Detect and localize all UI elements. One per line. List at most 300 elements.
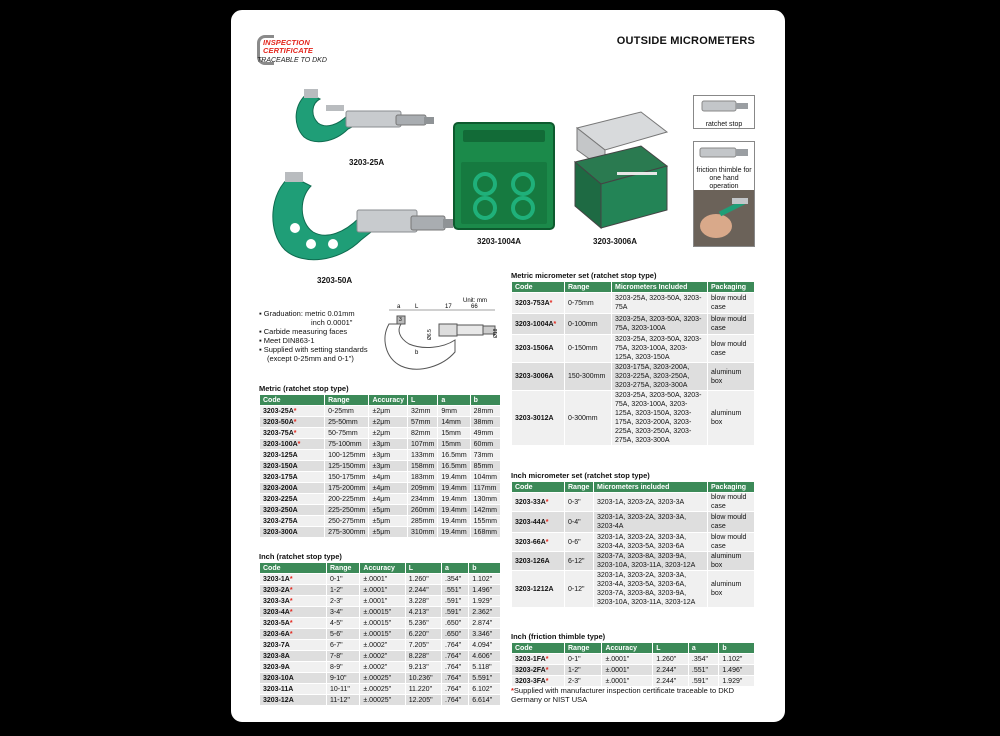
- table-cell: 6.220": [405, 629, 441, 640]
- code-text: 3203-1004A: [515, 320, 554, 328]
- table-cell: blow mould case: [708, 512, 755, 533]
- code-text: 3203-300A: [263, 528, 298, 536]
- table-cell: 1-2": [327, 585, 360, 596]
- table-cell: 200-225mm: [325, 494, 369, 505]
- code-text: 3203-3A: [263, 597, 290, 605]
- col-header: Micrometers included: [594, 482, 708, 493]
- table-cell: 2.244": [405, 585, 441, 596]
- col-header: L: [653, 643, 689, 654]
- table-cell: ±.00025": [360, 684, 405, 695]
- table-cell: 209mm: [408, 483, 438, 494]
- asterisk-icon: *: [293, 418, 297, 426]
- asterisk-icon: *: [545, 666, 549, 674]
- code-text: 3203-1212A: [515, 585, 554, 593]
- code-text: 3203-1A: [263, 575, 290, 583]
- table-cell: ±3μm: [369, 439, 408, 450]
- table-cell: ±5μm: [369, 527, 408, 538]
- code-cell: [260, 596, 327, 607]
- code-cell: [512, 363, 565, 391]
- table-cell: .764": [442, 651, 469, 662]
- table-cell: ±4μm: [369, 472, 408, 483]
- table-cell: .650": [442, 629, 469, 640]
- table-cell: 7-8": [327, 651, 360, 662]
- table-cell: 0-1": [327, 574, 360, 585]
- table-cell: .764": [442, 695, 469, 706]
- feature-item: ▪ Supplied with setting standards: [259, 345, 368, 354]
- table-row: [260, 527, 501, 538]
- table-cell: aluminum box: [708, 363, 755, 391]
- footnote: [511, 686, 751, 704]
- col-header: Range: [565, 643, 602, 654]
- inch-set-table: [511, 481, 755, 608]
- table-cell: 3.346": [469, 629, 501, 640]
- table-cell: 130mm: [470, 494, 500, 505]
- table-cell: 0-75mm: [565, 293, 612, 314]
- table-row: [260, 684, 501, 695]
- table-row: [260, 695, 501, 706]
- asterisk-icon: *: [289, 619, 293, 627]
- table-cell: 8.228": [405, 651, 441, 662]
- table-cell: ±4μm: [369, 483, 408, 494]
- table-cell: .591": [442, 607, 469, 618]
- table-cell: 3203-1A, 3203-2A, 3203-3A: [594, 493, 708, 512]
- asterisk-icon: *: [293, 407, 297, 415]
- table-cell: 3203-1A, 3203-2A, 3203-3A, 3203-4A, 3203-5A, 3203-6A: [594, 533, 708, 552]
- col-header: Code: [512, 282, 565, 293]
- code-text: 3203-66A: [515, 538, 546, 546]
- table-header-row: [512, 643, 755, 654]
- table-cell: 60mm: [470, 439, 500, 450]
- code-text: 3203-8A: [263, 652, 290, 660]
- table-row: [260, 472, 501, 483]
- table-cell: 175-200mm: [325, 483, 369, 494]
- feature-item: ▪ Carbide measuring faces: [259, 327, 348, 336]
- col-header: b: [470, 395, 500, 406]
- table-cell: 10.236": [405, 673, 441, 684]
- code-text: 3203-50A: [263, 418, 294, 426]
- table-cell: 150-300mm: [565, 363, 612, 391]
- col-header: a: [442, 563, 469, 574]
- code-cell: [260, 695, 327, 706]
- table-cell: 85mm: [470, 461, 500, 472]
- table-row: [260, 629, 501, 640]
- table-cell: 142mm: [470, 505, 500, 516]
- table-row: [260, 618, 501, 629]
- feature-list: [259, 309, 368, 363]
- code-text: 3203-2A: [263, 586, 290, 594]
- col-header: Code: [512, 482, 565, 493]
- table-cell: ±.0001": [360, 585, 405, 596]
- code-text: 3203-33A: [515, 498, 546, 506]
- code-cell: [512, 314, 565, 335]
- table-cell: aluminum box: [708, 552, 755, 571]
- table-cell: 310mm: [408, 527, 438, 538]
- dimension-diagram: [379, 294, 499, 374]
- code-cell: [260, 417, 325, 428]
- metric-table: [259, 394, 501, 538]
- code-text: 3203-125A: [263, 451, 298, 459]
- table-cell: ±5μm: [369, 505, 408, 516]
- feature-item: ▪ Graduation: metric 0.01mm: [259, 309, 355, 318]
- table-cell: 2.362": [469, 607, 501, 618]
- col-header: Packaging: [708, 482, 755, 493]
- table-cell: 285mm: [408, 516, 438, 527]
- table-row: [512, 512, 755, 533]
- code-text: 3203-3FA: [515, 677, 546, 685]
- asterisk-icon: *: [289, 630, 293, 638]
- code-cell: [260, 629, 327, 640]
- table-cell: 150-175mm: [325, 472, 369, 483]
- table-cell: 2-3": [327, 596, 360, 607]
- code-cell: [260, 585, 327, 596]
- table-cell: 82mm: [408, 428, 438, 439]
- table-row: [512, 654, 755, 665]
- table-cell: 5.591": [469, 673, 501, 684]
- table-cell: 4.606": [469, 651, 501, 662]
- table-row: [260, 450, 501, 461]
- table-row: [512, 493, 755, 512]
- table-header-row: [260, 563, 501, 574]
- table-cell: 2.244": [653, 665, 689, 676]
- code-cell: [512, 533, 565, 552]
- table-cell: .764": [442, 640, 469, 651]
- code-text: 3203-250A: [263, 506, 298, 514]
- logo-line-3: TRACEABLE TO DKD: [257, 57, 327, 64]
- table-cell: 19.4mm: [438, 505, 470, 516]
- table-cell: 250-275mm: [325, 516, 369, 527]
- table-cell: 158mm: [408, 461, 438, 472]
- code-cell: [512, 512, 565, 533]
- table-row: [260, 585, 501, 596]
- col-header: Accuracy: [369, 395, 408, 406]
- table-cell: 12.205": [405, 695, 441, 706]
- code-cell: [260, 662, 327, 673]
- table-row: [260, 607, 501, 618]
- asterisk-icon: *: [545, 655, 549, 663]
- table-cell: ±3μm: [369, 461, 408, 472]
- table-cell: ±.0001": [602, 665, 653, 676]
- caption-3203-3006a: 3203-3006A: [593, 237, 638, 246]
- table-cell: ±.00015": [360, 629, 405, 640]
- table-cell: 155mm: [470, 516, 500, 527]
- table-cell: .551": [442, 585, 469, 596]
- code-cell: [260, 450, 325, 461]
- table-cell: 0-100mm: [565, 314, 612, 335]
- table-cell: .354": [688, 654, 718, 665]
- table-cell: 25-50mm: [325, 417, 369, 428]
- code-cell: [512, 654, 565, 665]
- code-text: 3203-175A: [263, 473, 298, 481]
- table-cell: 5-6": [327, 629, 360, 640]
- asterisk-icon: *: [545, 677, 549, 685]
- table-cell: 1.260": [405, 574, 441, 585]
- col-header: Range: [565, 282, 612, 293]
- table-cell: 9-10": [327, 673, 360, 684]
- ratchet-stop-inset: [693, 95, 755, 129]
- table-cell: 183mm: [408, 472, 438, 483]
- table-cell: 15mm: [438, 428, 470, 439]
- page-title: OUTSIDE MICROMETERS: [616, 35, 755, 47]
- table-cell: 28mm: [470, 406, 500, 417]
- asterisk-icon: *: [289, 575, 293, 583]
- code-text: 3203-275A: [263, 517, 298, 525]
- code-text: 3203-753A: [515, 299, 550, 307]
- asterisk-icon: *: [289, 586, 293, 594]
- table-cell: 3203-25A, 3203-50A, 3203-75A, 3203-100A: [612, 314, 708, 335]
- table-row: [512, 314, 755, 335]
- table-cell: ±.0002": [360, 640, 405, 651]
- code-cell: [260, 428, 325, 439]
- table-header-row: [512, 282, 755, 293]
- code-cell: [260, 461, 325, 472]
- feature-item: (except 0-25mm and 0-1"): [267, 354, 354, 363]
- code-text: 3203-9A: [263, 663, 290, 671]
- asterisk-icon: *: [545, 538, 549, 546]
- col-header: L: [405, 563, 441, 574]
- code-cell: [512, 293, 565, 314]
- code-text: 3203-1FA: [515, 655, 546, 663]
- code-cell: [260, 673, 327, 684]
- table-cell: ±.00015": [360, 607, 405, 618]
- table-cell: 19.4mm: [438, 516, 470, 527]
- table-cell: 3203-25A, 3203-50A, 3203-75A, 3203-100A, 3203-125A, 3203-150A: [612, 335, 708, 363]
- asterisk-icon: *: [289, 608, 293, 616]
- table-cell: ±.0001": [360, 596, 405, 607]
- col-header: b: [719, 643, 755, 654]
- asterisk-icon: *: [553, 320, 557, 328]
- col-header: L: [408, 395, 438, 406]
- table-header-row: [512, 482, 755, 493]
- table-cell: 32mm: [408, 406, 438, 417]
- code-text: 3203-10A: [263, 674, 294, 682]
- metric-heading: Metric (ratchet stop type): [259, 384, 349, 393]
- table-cell: .764": [442, 673, 469, 684]
- diagram-unit: Unit: mm: [463, 298, 487, 304]
- code-cell: [260, 651, 327, 662]
- table-cell: 0-25mm: [325, 406, 369, 417]
- table-cell: ±2μm: [369, 417, 408, 428]
- table-cell: 3-4": [327, 607, 360, 618]
- inch-heading: Inch (ratchet stop type): [259, 552, 342, 561]
- table-cell: 11-12": [327, 695, 360, 706]
- diagram-17: 17: [445, 304, 452, 310]
- table-cell: 16.5mm: [438, 461, 470, 472]
- inch-set-heading: Inch micrometer set (ratchet stop type): [511, 471, 650, 480]
- table-cell: 3203-25A, 3203-50A, 3203-75A: [612, 293, 708, 314]
- code-cell: [512, 676, 565, 687]
- table-cell: 19.4mm: [438, 483, 470, 494]
- table-cell: 14mm: [438, 417, 470, 428]
- code-text: 3203-12A: [263, 696, 294, 704]
- table-cell: 2.874": [469, 618, 501, 629]
- table-cell: 4-5": [327, 618, 360, 629]
- code-cell: [260, 439, 325, 450]
- code-cell: [260, 527, 325, 538]
- code-cell: [260, 640, 327, 651]
- table-cell: 234mm: [408, 494, 438, 505]
- friction-thimble-image: [694, 142, 754, 162]
- code-text: 3203-5A: [263, 619, 290, 627]
- table-cell: 11.220": [405, 684, 441, 695]
- code-text: 3203-3012A: [515, 414, 554, 422]
- caption-3203-50a: 3203-50A: [317, 276, 353, 285]
- table-cell: 19.4mm: [438, 494, 470, 505]
- table-cell: 1.102": [469, 574, 501, 585]
- table-cell: 3203-175A, 3203-200A, 3203-225A, 3203-250A, 3203-275A, 3203-300A: [612, 363, 708, 391]
- table-cell: aluminum box: [708, 391, 755, 446]
- col-header: a: [688, 643, 718, 654]
- code-cell: [260, 505, 325, 516]
- table-cell: 15mm: [438, 439, 470, 450]
- table-row: [260, 439, 501, 450]
- table-cell: .650": [442, 618, 469, 629]
- code-cell: [260, 607, 327, 618]
- table-header-row: [260, 395, 501, 406]
- feature-item: ▪ Meet DIN863-1: [259, 336, 315, 345]
- table-cell: ±.00025": [360, 695, 405, 706]
- diagram-b: b: [415, 350, 419, 356]
- code-text: 3203-4A: [263, 608, 290, 616]
- table-row: [512, 665, 755, 676]
- table-cell: 0-6": [565, 533, 594, 552]
- code-cell: [512, 493, 565, 512]
- table-cell: aluminum box: [708, 571, 755, 608]
- col-header: Code: [512, 643, 565, 654]
- col-header: Accuracy: [360, 563, 405, 574]
- table-cell: 9mm: [438, 406, 470, 417]
- code-text: 3203-6A: [263, 630, 290, 638]
- table-row: [260, 483, 501, 494]
- table-row: [260, 651, 501, 662]
- table-cell: 10-11": [327, 684, 360, 695]
- caption-3203-25a: 3203-25A: [349, 158, 385, 167]
- col-header: Range: [325, 395, 369, 406]
- code-cell: [260, 618, 327, 629]
- col-header: Accuracy: [602, 643, 653, 654]
- table-cell: ±.00025": [360, 673, 405, 684]
- asterisk-icon: *: [545, 498, 549, 506]
- table-cell: blow mould case: [708, 493, 755, 512]
- micrometer-25a-image: [286, 85, 441, 155]
- metric-set-heading: Metric micrometer set (ratchet stop type): [511, 271, 657, 280]
- hand-operation-image: [694, 190, 754, 246]
- table-cell: 0-12": [565, 571, 594, 608]
- table-cell: 168mm: [470, 527, 500, 538]
- table-cell: 225-250mm: [325, 505, 369, 516]
- code-cell: [260, 483, 325, 494]
- table-cell: ±.0002": [360, 662, 405, 673]
- footnote-text: Supplied with manufacturer inspection certificate traceable to DKD Germany or NIST USA: [511, 686, 735, 704]
- table-row: [512, 571, 755, 608]
- table-cell: 6-7": [327, 640, 360, 651]
- code-cell: [512, 665, 565, 676]
- table-cell: 6.614": [469, 695, 501, 706]
- table-cell: 1.929": [469, 596, 501, 607]
- table-cell: 75-100mm: [325, 439, 369, 450]
- table-cell: 260mm: [408, 505, 438, 516]
- code-text: 3203-2FA: [515, 666, 546, 674]
- col-header: Code: [260, 563, 327, 574]
- catalog-page: [228, 7, 788, 725]
- table-cell: .551": [688, 665, 718, 676]
- asterisk-icon: *: [289, 597, 293, 605]
- table-row: [260, 596, 501, 607]
- set-1004a-case-image: [453, 122, 555, 230]
- code-text: 3203-225A: [263, 495, 298, 503]
- table-row: [260, 640, 501, 651]
- table-cell: ±.0001": [602, 676, 653, 687]
- table-row: [512, 363, 755, 391]
- table-cell: 16.5mm: [438, 450, 470, 461]
- table-cell: 9.213": [405, 662, 441, 673]
- table-row: [512, 335, 755, 363]
- table-cell: ±.0002": [360, 651, 405, 662]
- table-row: [512, 676, 755, 687]
- col-header: b: [469, 563, 501, 574]
- table-cell: ±3μm: [369, 450, 408, 461]
- set-3006a-box-image: [571, 110, 671, 230]
- asterisk-icon: *: [545, 518, 549, 526]
- table-row: [260, 461, 501, 472]
- table-cell: blow mould case: [708, 314, 755, 335]
- table-cell: 1.496": [469, 585, 501, 596]
- asterisk-icon: *: [297, 440, 301, 448]
- asterisk-icon: *: [511, 686, 514, 695]
- table-cell: 3203-1A, 3203-2A, 3203-3A, 3203-4A: [594, 512, 708, 533]
- logo-line-1: INSPECTION: [263, 38, 310, 47]
- table-cell: 5.118": [469, 662, 501, 673]
- col-header: Code: [260, 395, 325, 406]
- table-cell: 38mm: [470, 417, 500, 428]
- table-cell: 117mm: [470, 483, 500, 494]
- table-cell: 107mm: [408, 439, 438, 450]
- ratchet-stop-label: ratchet stop: [705, 121, 743, 128]
- table-cell: 19.4mm: [438, 472, 470, 483]
- table-cell: ±.0001": [602, 654, 653, 665]
- table-row: [260, 574, 501, 585]
- asterisk-icon: *: [293, 429, 297, 437]
- table-cell: 2.244": [653, 676, 689, 687]
- table-cell: 49mm: [470, 428, 500, 439]
- table-cell: 4.213": [405, 607, 441, 618]
- table-row: [260, 406, 501, 417]
- table-cell: 3203-25A, 3203-50A, 3203-75A, 3203-100A, 3203-125A, 3203-150A, 3203-175A, 3203-200A, 3203-225A, 3203-250A, 3203-275A, 3203-300A: [612, 391, 708, 446]
- table-cell: .764": [442, 684, 469, 695]
- table-cell: 1-2": [565, 665, 602, 676]
- table-row: [512, 552, 755, 571]
- feature-item: inch 0.0001": [311, 318, 353, 327]
- table-cell: 2-3": [565, 676, 602, 687]
- table-row: [260, 673, 501, 684]
- table-cell: 1.102": [719, 654, 755, 665]
- table-cell: ±.0001": [360, 574, 405, 585]
- code-cell: [260, 574, 327, 585]
- code-cell: [260, 684, 327, 695]
- table-cell: 57mm: [408, 417, 438, 428]
- col-header: Packaging: [708, 282, 755, 293]
- table-cell: ±.00015": [360, 618, 405, 629]
- code-text: 3203-3006A: [515, 373, 554, 380]
- table-cell: 8-9": [327, 662, 360, 673]
- friction-heading: Inch (friction thimble type): [511, 632, 606, 641]
- table-cell: 1.929": [719, 676, 755, 687]
- table-cell: 0-300mm: [565, 391, 612, 446]
- code-text: 3203-44A: [515, 518, 546, 526]
- caption-3203-1004a: 3203-1004A: [477, 237, 522, 246]
- code-text: 3203-7A: [263, 641, 290, 649]
- col-header: a: [438, 395, 470, 406]
- table-cell: 7.205": [405, 640, 441, 651]
